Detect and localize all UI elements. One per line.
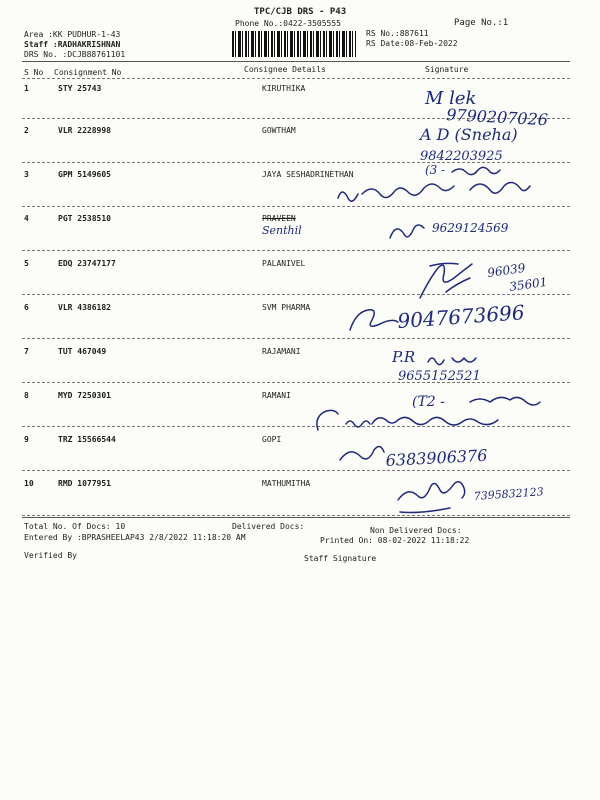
verified-by: Verified By [24, 551, 77, 560]
signature-row7-name: P.R [392, 348, 416, 366]
signature-row1-name: M lek [425, 88, 477, 109]
signature-row5-scribble [420, 263, 472, 298]
col-sno: S No [24, 68, 44, 77]
signature-row2-name: A D (Sneha) [420, 125, 518, 144]
row-consignee: RAJAMANI [262, 347, 301, 356]
signature-row9-scribble [340, 446, 384, 460]
row-consignment: RMD 1077951 [58, 479, 111, 488]
signature-row4-phone: 9629124569 [432, 221, 509, 235]
total-docs: Total No. Of Docs: 10 [24, 522, 126, 531]
rs-date: RS Date:08-Feb-2022 [366, 39, 458, 48]
signature-row8-scribble-2 [372, 417, 498, 425]
printed-on: Printed On: 08-02-2022 11:18:22 [320, 536, 470, 545]
non-delivered-docs: Non Delivered Docs: [370, 526, 462, 535]
row-consignment: TUT 467049 [58, 347, 107, 356]
row-sno: 6 [24, 303, 29, 312]
row-consignee: KIRUTHIKA [262, 84, 306, 93]
area: Area :KK PUDHUR-1-43 [24, 30, 121, 39]
signature-row2-scribble [452, 167, 500, 174]
signature-row3-scribble [338, 182, 530, 201]
row-consignment: MYD 7250301 [58, 391, 111, 400]
signature-row6-scribble [350, 310, 398, 330]
signature-row9-phone: 6383906376 [385, 445, 488, 470]
staff-name: Staff :RADHAKRISHNAN [24, 40, 121, 49]
rs-number: RS No.:887611 [366, 29, 429, 38]
signature-row10-phone: 7395832123 [473, 485, 545, 503]
signature-row2-note: (3 - [425, 163, 446, 177]
row-consignment: TRZ 15566544 [58, 435, 116, 444]
row-consignment: VLR 2228998 [58, 126, 111, 135]
signature-row8-note: (T2 - [412, 394, 445, 410]
row-sno: 10 [24, 479, 34, 488]
staff-signature: Staff Signature [304, 554, 377, 563]
signature-row7-scribble [428, 358, 476, 365]
row-consignee: JAYA SESHADRINETHAN [262, 170, 354, 179]
row-consignment: VLR 4386182 [58, 303, 111, 312]
row-consignee: GOWTHAM [262, 126, 296, 135]
drs-number: DRS No. :DCJB88761101 [24, 50, 126, 59]
signature-row8-scribble [317, 410, 370, 430]
row-sno: 5 [24, 259, 29, 268]
row-sno: 2 [24, 126, 29, 135]
row-consignee: MATHUMITHA [262, 479, 311, 488]
table-bottom-rule [22, 517, 570, 518]
row-consignment: PGT 2538510 [58, 214, 111, 223]
col-consignment: Consignment No [54, 68, 122, 77]
signature-row4-name: Senthil [262, 224, 302, 237]
signature-row4-scribble [390, 225, 424, 238]
row-consignee: GOPI [262, 435, 282, 444]
row-sno: 9 [24, 435, 29, 444]
signature-row2-phone: 9842203925 [420, 149, 503, 164]
signature-row7-phone: 9655152521 [398, 369, 481, 384]
row-consignment: STY 25743 [58, 84, 102, 93]
signature-row5-number1: 96039 [486, 260, 527, 280]
phone-number: Phone No.:0422-3505555 [235, 19, 341, 28]
signature-row1-phone: 9790207026 [445, 105, 549, 130]
row-consignment: GPM 5149605 [58, 170, 111, 179]
delivered-docs: Delivered Docs: [232, 522, 305, 531]
signature-row6-phone: 9047673696 [396, 300, 526, 333]
col-signature: Signature [425, 65, 469, 74]
row-consignee: PRAVEEN [262, 214, 296, 223]
row-sno: 8 [24, 391, 29, 400]
row-sno: 4 [24, 214, 29, 223]
signature-row8-scribble-3 [470, 397, 540, 405]
row-consignment: EDQ 23747177 [58, 259, 116, 268]
row-consignee: SVM PHARMA [262, 303, 311, 312]
row-sno: 3 [24, 170, 29, 179]
page-number: Page No.:1 [454, 18, 509, 28]
col-consignee: Consignee Details [244, 65, 326, 74]
signature-row5-number2: 35601 [508, 274, 549, 294]
row-consignee: PALANIVEL [262, 259, 306, 268]
row-consignee: RAMANI [262, 391, 291, 400]
document-title: TPC/CJB DRS - P43 [254, 7, 347, 17]
entered-by: Entered By :BPRASHEELAP43 2/8/2022 11:18:20 AM [24, 533, 246, 542]
row-sno: 1 [24, 84, 29, 93]
row-sno: 7 [24, 347, 29, 356]
signature-row10-scribble [398, 482, 465, 513]
